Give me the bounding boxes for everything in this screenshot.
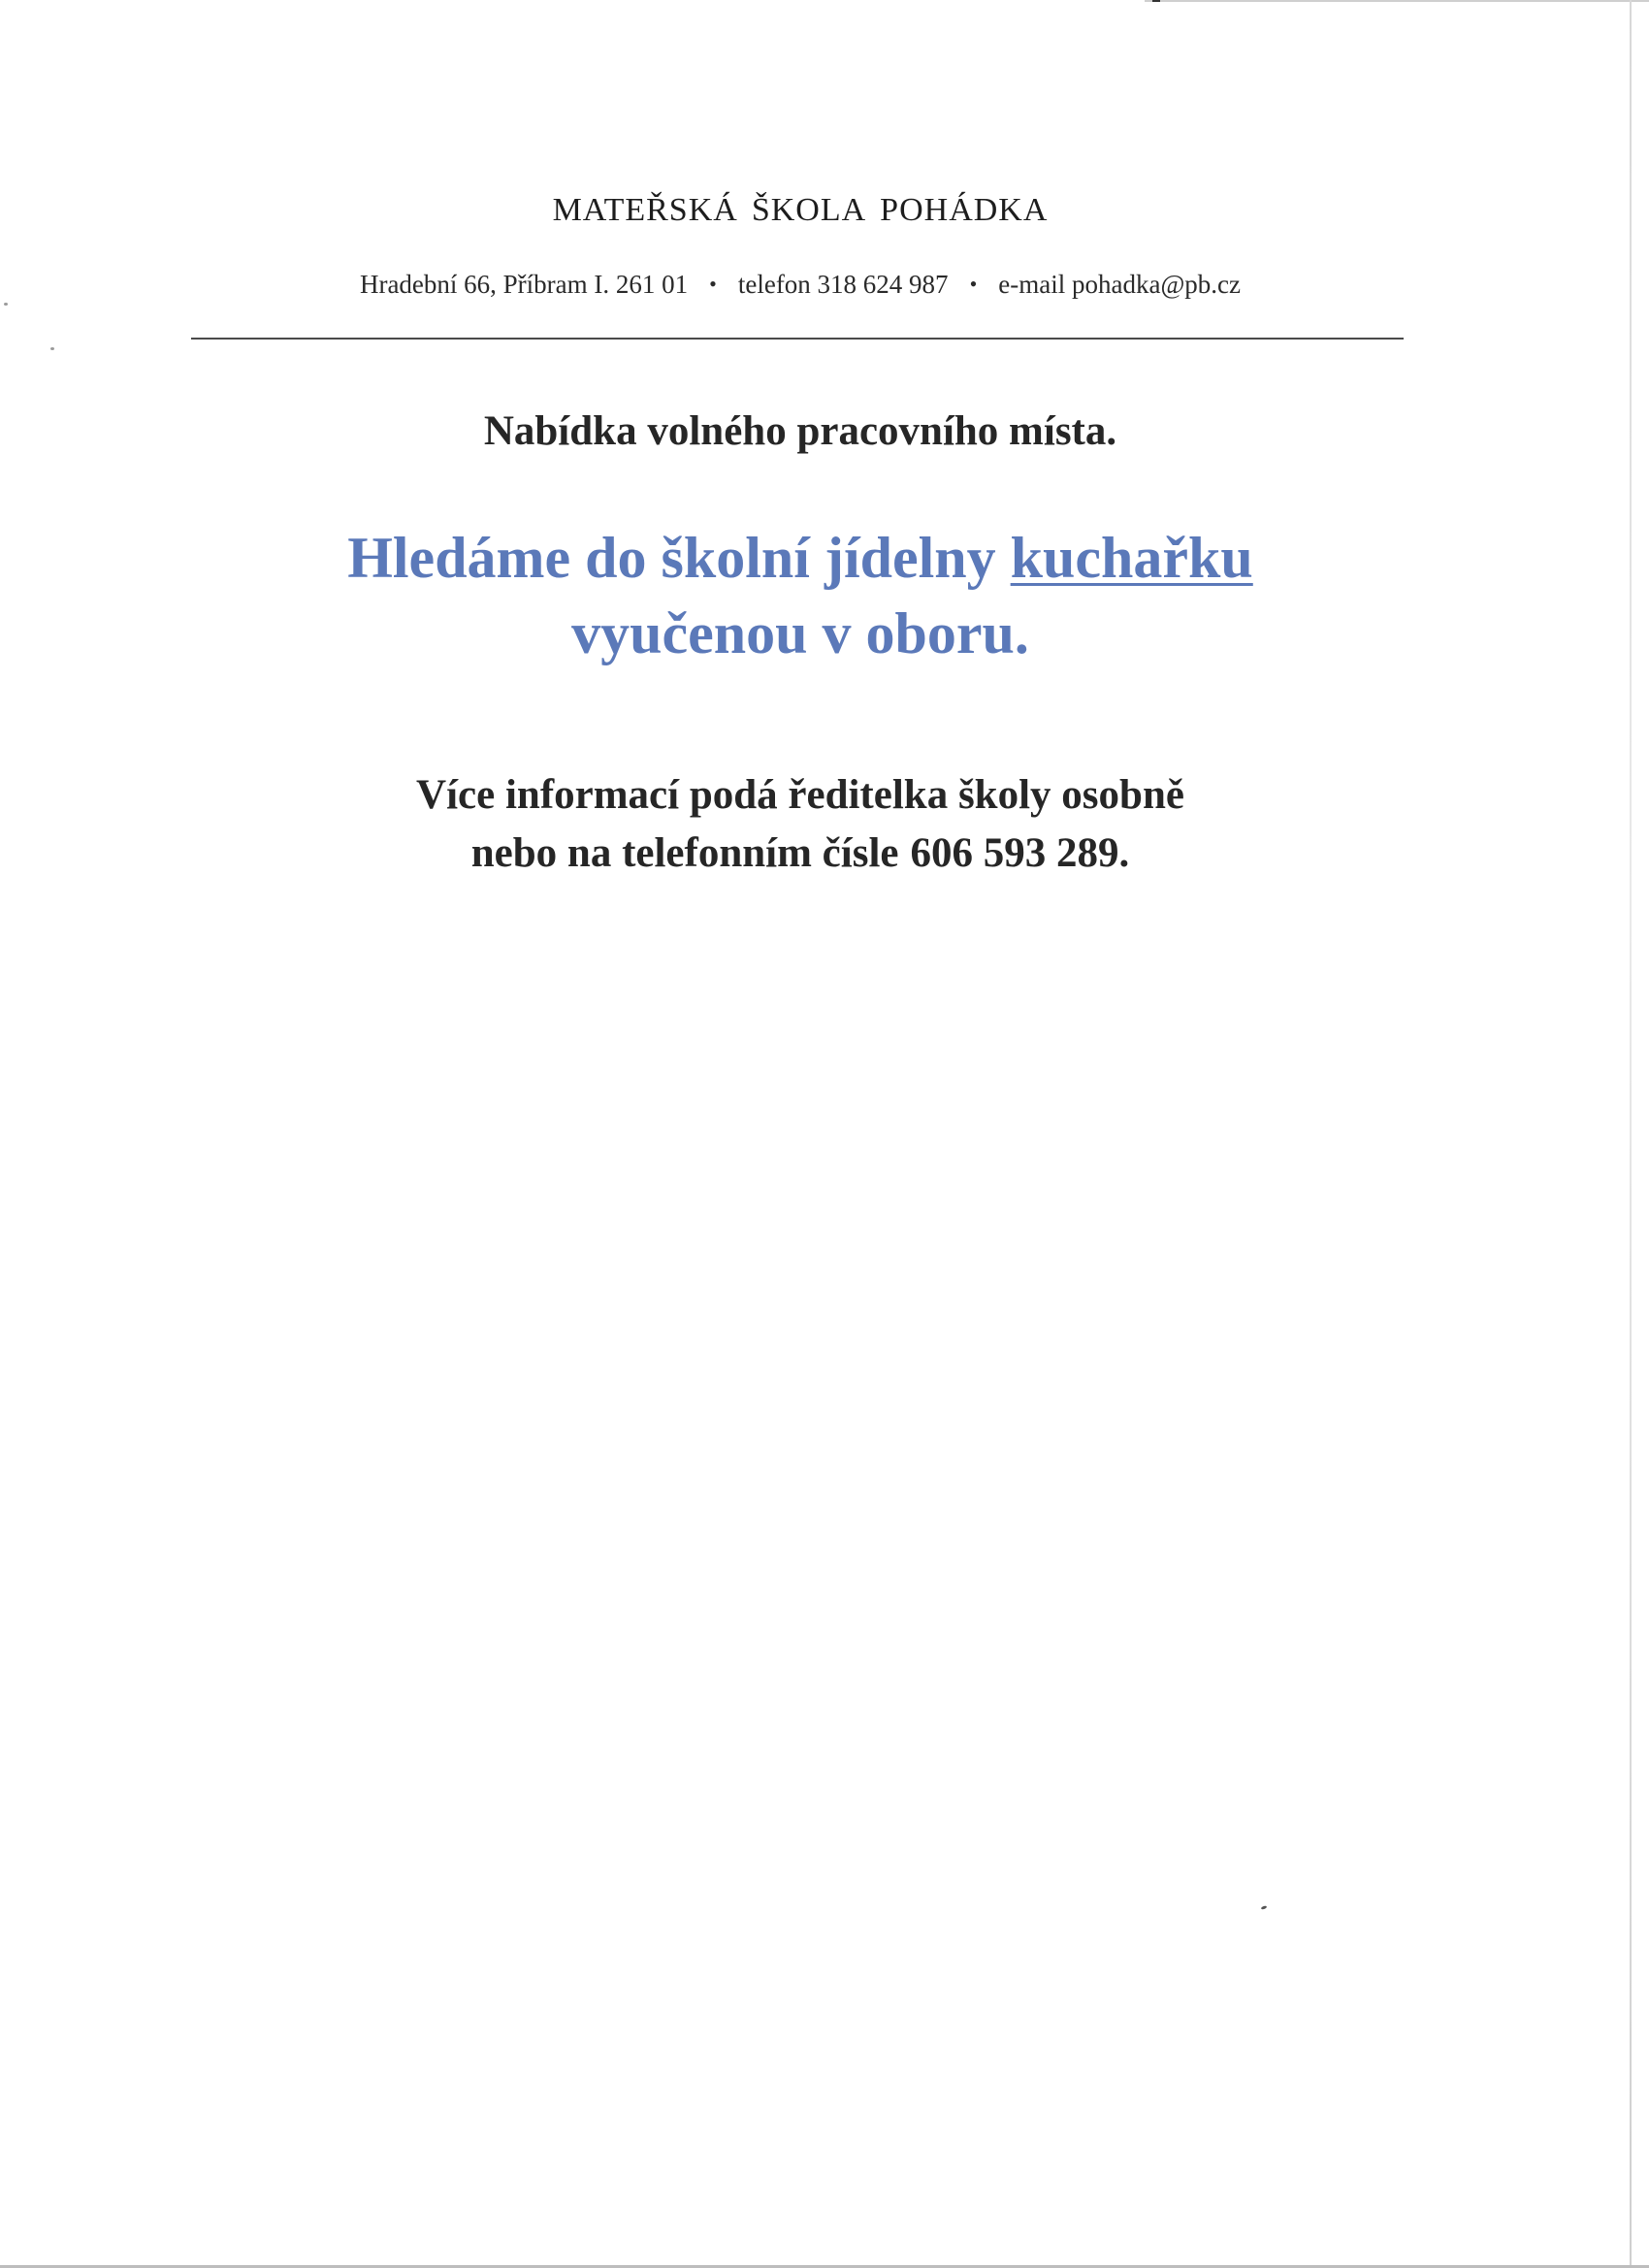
job-announcement (0, 520, 1600, 671)
school-name-word: MATEŘSKÁ (552, 192, 738, 228)
job-announcement-prefix: Hledáme do školní jídelny (347, 526, 1011, 590)
scan-edge-mark (1152, 0, 1160, 2)
school-email: e-mail pohadka@pb.cz (998, 270, 1242, 299)
job-announcement-line-1 (0, 520, 1600, 596)
contact-info-prefix: nebo na telefonním čísle (470, 830, 899, 876)
job-position: kuchařku (1010, 526, 1253, 590)
contact-info (0, 766, 1600, 883)
scan-edge-right (1630, 0, 1632, 2268)
contact-line (0, 270, 1600, 300)
scan-speck (1261, 1905, 1268, 1910)
bullet-separator: • (709, 272, 717, 296)
header-divider (191, 338, 1404, 340)
scan-speck (50, 347, 54, 350)
school-name-word: POHÁDKA (880, 192, 1049, 228)
job-announcement-line-2: vyučenou v oboru. (571, 601, 1029, 665)
contact-info-line-2 (0, 825, 1600, 883)
scan-speck (4, 303, 8, 306)
bullet-separator: • (969, 272, 978, 296)
school-phone: telefon 318 624 987 (737, 270, 949, 299)
address: Hradební 66, Příbram I. 261 01 (359, 270, 689, 299)
offer-heading: Nabídka volného pracovního místa. (483, 408, 1117, 454)
director-phone: 606 593 289. (910, 830, 1130, 876)
scan-edge-top (1145, 0, 1649, 2)
contact-info-line-1: Více informací podá ředitelka školy osobně (416, 772, 1184, 818)
school-name-word: ŠKOLA (751, 192, 867, 228)
school-name (0, 192, 1600, 229)
